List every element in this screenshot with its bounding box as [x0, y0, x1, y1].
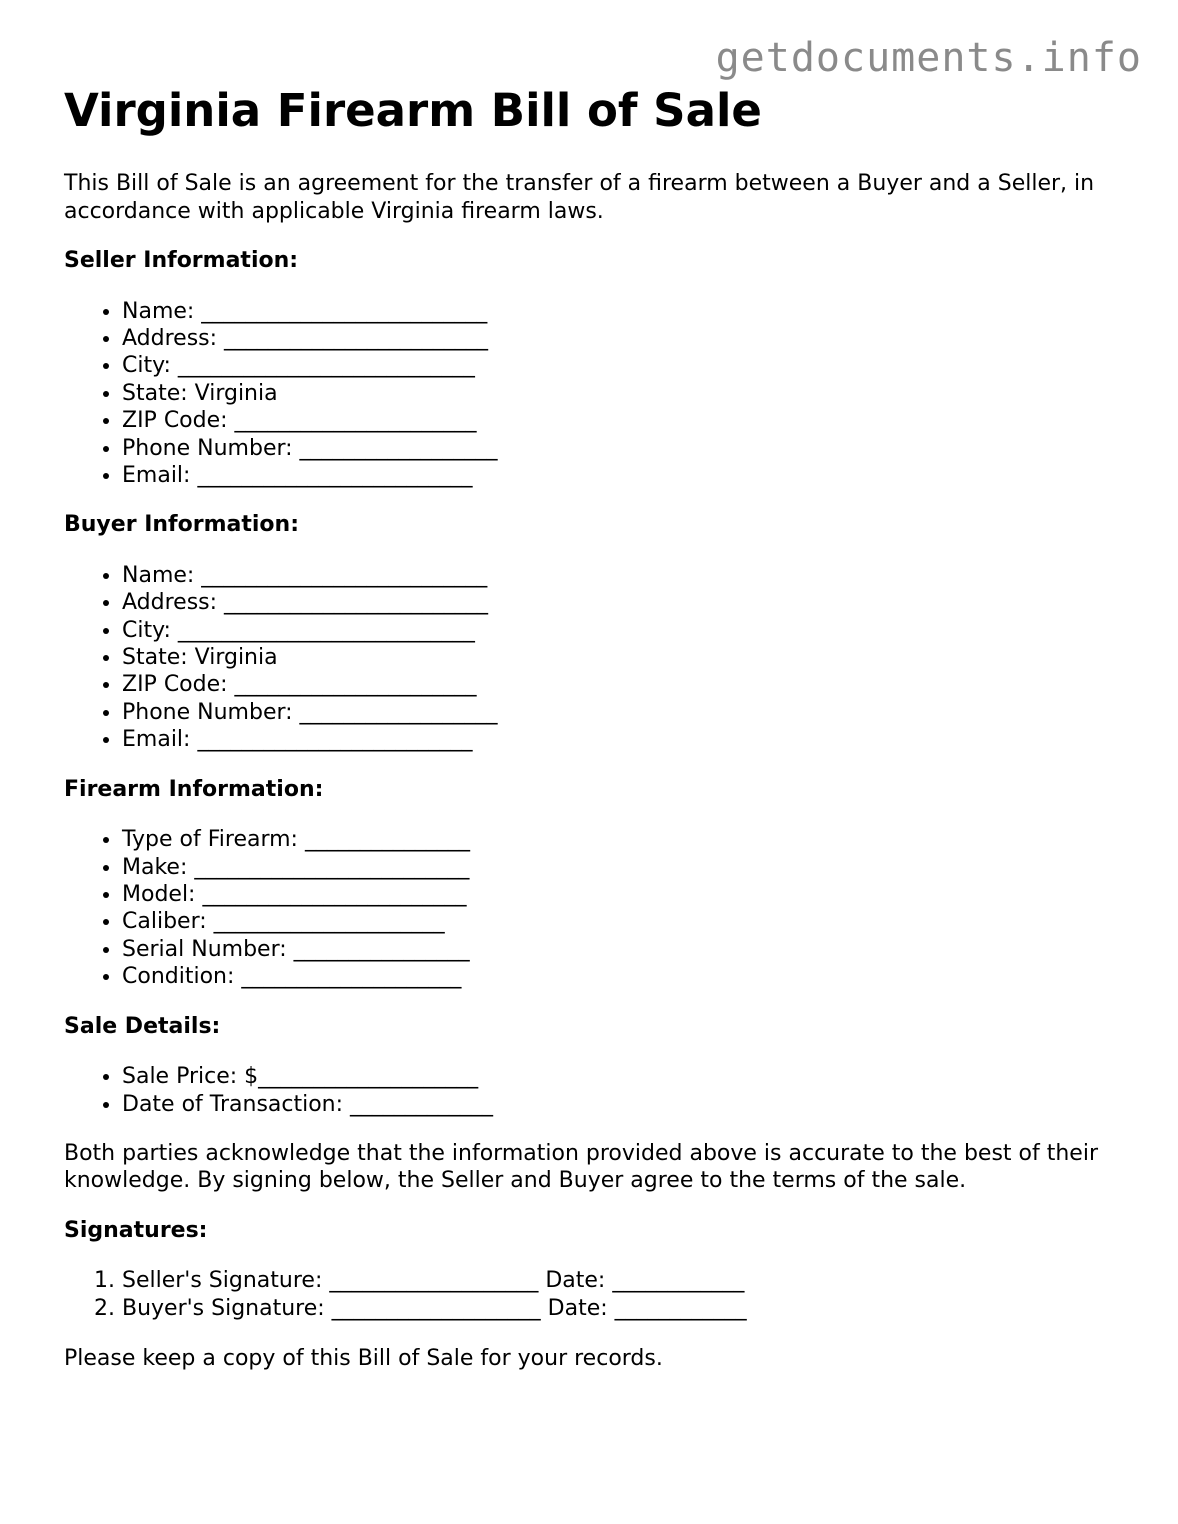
sale-heading: Sale Details: [64, 1013, 221, 1039]
signatures-list [64, 1267, 1124, 1322]
buyer-name-field: • Name: __________________________ [122, 562, 1124, 589]
buyer-phone-field: • Phone Number: __________________ [122, 699, 1124, 726]
buyer-heading: Buyer Information: [64, 512, 299, 538]
seller-state-field: • State: Virginia [122, 380, 1124, 407]
sale-date-field: • Date of Transaction: _____________ [122, 1091, 1124, 1118]
seller-email-field: • Email: _________________________ [122, 462, 1124, 489]
buyer-zip-field: • ZIP Code: ______________________ [122, 671, 1124, 698]
seller-signature-line: 1. Seller's Signature: ___________________ Date: ____________ [122, 1267, 1124, 1294]
sale-price-field: • Sale Price: $____________________ [122, 1063, 1124, 1090]
watermark: getdocuments.info [715, 35, 1142, 81]
buyer-state-field: • State: Virginia [122, 644, 1124, 671]
seller-address-field: • Address: ________________________ [122, 325, 1124, 352]
seller-name-field: • Name: __________________________ [122, 298, 1124, 325]
seller-zip-field: • ZIP Code: ______________________ [122, 407, 1124, 434]
sale-list [64, 1063, 1124, 1118]
document-title: Virginia Firearm Bill of Sale [64, 84, 762, 137]
firearm-caliber-field: • Caliber: _____________________ [122, 908, 1124, 935]
intro-paragraph: This Bill of Sale is an agreement for the transfer of a firearm between a Buyer and a Seller, in accordance with applicable Virginia firearm laws. [64, 171, 1095, 224]
acknowledgment-paragraph: Both parties acknowledge that the information provided above is accurate to the best of their knowledge. By signing below, the Seller and Buyer agree to the terms of the sale. [64, 1140, 1098, 1194]
buyer-list [64, 562, 1124, 754]
seller-list [64, 298, 1124, 490]
seller-phone-field: • Phone Number: __________________ [122, 435, 1124, 462]
firearm-condition-field: • Condition: ____________________ [122, 963, 1124, 990]
buyer-email-field: • Email: _________________________ [122, 726, 1124, 753]
closing-paragraph: Please keep a copy of this Bill of Sale for your records. [64, 1346, 663, 1372]
signatures-heading: Signatures: [64, 1217, 208, 1243]
firearm-type-field: • Type of Firearm: _______________ [122, 826, 1124, 853]
document [64, 84, 1124, 1373]
buyer-signature-line: 2. Buyer's Signature: ___________________ Date: ____________ [122, 1295, 1124, 1322]
firearm-model-field: • Model: ________________________ [122, 881, 1124, 908]
firearm-list [64, 826, 1124, 990]
buyer-city-field: • City: ___________________________ [122, 617, 1124, 644]
firearm-make-field: • Make: _________________________ [122, 854, 1124, 881]
firearm-serial-field: • Serial Number: ________________ [122, 936, 1124, 963]
firearm-heading: Firearm Information: [64, 776, 324, 802]
buyer-address-field: • Address: ________________________ [122, 589, 1124, 616]
seller-heading: Seller Information: [64, 248, 299, 273]
seller-city-field: • City: ___________________________ [122, 352, 1124, 379]
